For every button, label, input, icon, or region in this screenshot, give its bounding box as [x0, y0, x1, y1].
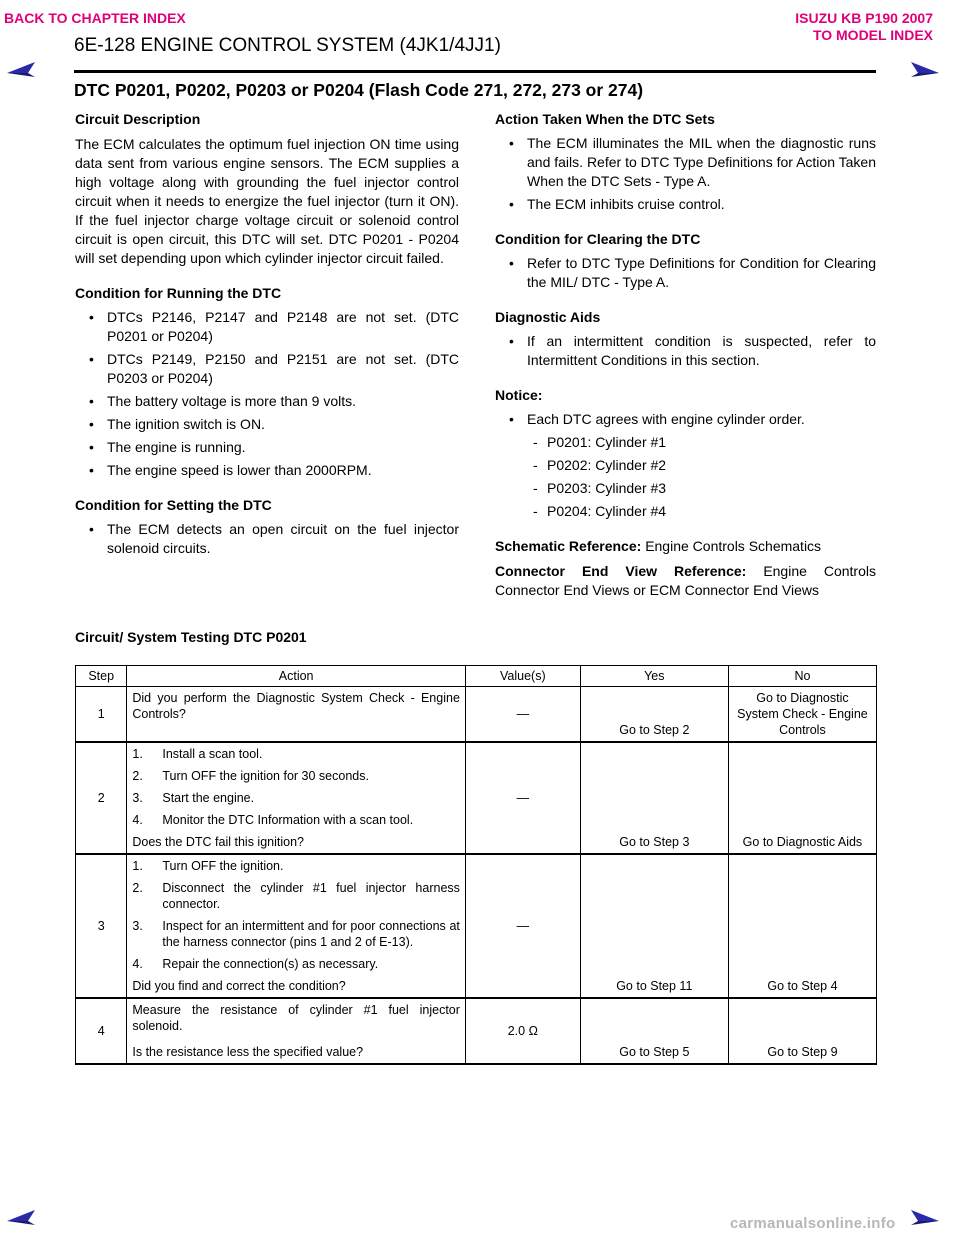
step-value: 2.0 Ω: [465, 998, 580, 1064]
step-yes: Go to Step 2: [580, 687, 728, 743]
list-item: - P0202: Cylinder #2: [495, 456, 876, 475]
running-heading: Condition for Running the DTC: [75, 285, 282, 301]
substep-list: [132, 858, 460, 972]
header-step: Step: [76, 666, 127, 687]
header-value: Value(s): [465, 666, 580, 687]
substep: 2. Disconnect the cylinder #1 fuel injector harness connector.: [132, 881, 460, 911]
list-item: • The battery voltage is more than 9 volts.: [75, 392, 459, 411]
step-no: Go to Diagnostic System Check - Engine Controls: [728, 687, 876, 743]
back-to-chapter-index-link[interactable]: BACK TO CHAPTER INDEX: [4, 10, 186, 26]
step-action-text: Measure the resistance of cylinder #1 fuel injector solenoid.: [132, 1003, 460, 1033]
schematic-reference: [495, 537, 876, 556]
table-row: [76, 742, 877, 854]
step-question: Is the resistance less the specified value?: [132, 1045, 364, 1059]
step-number: 3: [76, 854, 127, 998]
list-item: - P0201: Cylinder #1: [495, 433, 876, 452]
step-action: [127, 998, 466, 1064]
list-item: - P0204: Cylinder #4: [495, 502, 876, 521]
step-number: 1: [76, 687, 127, 743]
header-action: Action: [127, 666, 466, 687]
step-question: Does the DTC fail this ignition?: [132, 835, 304, 849]
table-row: [76, 998, 877, 1064]
header-no: No: [728, 666, 876, 687]
step-action: [127, 742, 466, 854]
dtc-title: DTC P0201, P0202, P0203 or P0204 (Flash Code 271, 272, 273 or 274): [74, 80, 644, 100]
step-value: —: [465, 854, 580, 998]
table-header-row: [76, 666, 877, 687]
step-action: [127, 854, 466, 998]
substep: 2. Turn OFF the ignition for 30 seconds.: [132, 769, 369, 783]
right-column: [495, 110, 876, 600]
step-no: Go to Step 4: [728, 854, 876, 998]
table-title: Circuit/ System Testing DTC P0201: [75, 629, 307, 645]
substep: 1. Turn OFF the ignition.: [132, 859, 284, 873]
substep: 4. Monitor the DTC Information with a scan tool.: [132, 813, 414, 827]
step-action: Did you perform the Diagnostic System Check - Engine Controls?: [127, 687, 466, 743]
connector-reference-label: Connector End View Reference:: [495, 563, 747, 579]
clearing-list: [495, 254, 876, 292]
diagnostic-aids-heading: Diagnostic Aids: [495, 309, 601, 325]
next-page-arrow-icon[interactable]: [910, 60, 940, 78]
list-item: • The ignition switch is ON.: [75, 415, 459, 434]
step-value: —: [465, 687, 580, 743]
header-rule: [74, 70, 876, 73]
list-item: • Refer to DTC Type Definitions for Condition for Clearing the MIL/ DTC - Type A.: [495, 254, 876, 292]
action-taken-list: [495, 134, 876, 214]
model-index-link[interactable]: [795, 10, 933, 44]
setting-heading: Condition for Setting the DTC: [75, 497, 272, 513]
connector-reference: [495, 562, 876, 600]
model-name: ISUZU KB P190 2007: [795, 10, 933, 26]
list-item: • Each DTC agrees with engine cylinder order.: [495, 410, 876, 429]
circuit-description-text: The ECM calculates the optimum fuel injection ON time using data sent from various engine sensors. The ECM supplies a high voltage along with grounding the fuel injector control circuit when it needs to energize the fuel injector (turn it ON). If the fuel injector charge voltage circuit or solenoid control circuit is open circuit, this DTC will set. DTC P0201 - P0204 will set depending upon which cylinder injector circuit failed.: [75, 136, 459, 266]
substep: 4. Repair the connection(s) as necessary.: [132, 957, 379, 971]
list-item: • The ECM illuminates the MIL when the diagnostic runs and fails. Refer to DTC Type Definitions for Action Taken When the DTC Sets - Type A.: [495, 134, 876, 191]
header-yes: Yes: [580, 666, 728, 687]
list-item: - P0203: Cylinder #3: [495, 479, 876, 498]
list-item: • The ECM inhibits cruise control.: [495, 195, 876, 214]
setting-list: [75, 520, 459, 558]
cylinder-list: [495, 433, 876, 521]
notice-list: [495, 410, 876, 429]
clearing-heading: Condition for Clearing the DTC: [495, 231, 701, 247]
list-item: • DTCs P2146, P2147 and P2148 are not set. (DTC P0201 or P0204): [75, 308, 459, 346]
step-no: Go to Step 9: [728, 998, 876, 1064]
list-item: • If an intermittent condition is suspected, refer to Intermittent Conditions in this section.: [495, 332, 876, 370]
previous-page-arrow-bottom-icon[interactable]: [6, 1208, 36, 1226]
action-taken-heading: Action Taken When the DTC Sets: [495, 111, 715, 127]
substep-list: [132, 746, 460, 828]
running-list: [75, 308, 459, 480]
step-yes: Go to Step 5: [580, 998, 728, 1064]
substep: 3. Inspect for an intermittent and for poor connections at the harness connector (pins 1 and 2 of E-13).: [132, 919, 460, 949]
schematic-reference-label: Schematic Reference:: [495, 538, 642, 554]
connector-reference-value: Engine Controls Connector End Views or ECM Connector End Views: [495, 563, 876, 598]
watermark: carmanualsonline.info: [730, 1215, 896, 1232]
notice-heading: Notice:: [495, 387, 543, 403]
step-yes: Go to Step 11: [580, 854, 728, 998]
page-header: 6E-128 ENGINE CONTROL SYSTEM (4JK1/4JJ1): [74, 35, 501, 56]
list-item: • The engine is running.: [75, 438, 459, 457]
substep: 3. Start the engine.: [132, 791, 255, 805]
previous-page-arrow-icon[interactable]: [6, 60, 36, 78]
diagnostic-steps-table: [75, 665, 877, 1065]
step-no: Go to Diagnostic Aids: [728, 742, 876, 854]
diagnostic-aids-list: [495, 332, 876, 370]
next-page-arrow-bottom-icon[interactable]: [910, 1208, 940, 1226]
table-row: [76, 687, 877, 743]
step-value: —: [465, 742, 580, 854]
substep: 1. Install a scan tool.: [132, 747, 263, 761]
circuit-description-heading: Circuit Description: [75, 111, 201, 127]
step-number: 2: [76, 742, 127, 854]
list-item: • The ECM detects an open circuit on the fuel injector solenoid circuits.: [75, 520, 459, 558]
step-number: 4: [76, 998, 127, 1064]
step-yes: Go to Step 3: [580, 742, 728, 854]
step-question: Did you find and correct the condition?: [132, 979, 346, 993]
left-column: [75, 110, 459, 562]
to-model-index-label[interactable]: TO MODEL INDEX: [812, 27, 933, 43]
table-row: [76, 854, 877, 998]
list-item: • The engine speed is lower than 2000RPM.: [75, 461, 459, 480]
list-item: • DTCs P2149, P2150 and P2151 are not set. (DTC P0203 or P0204): [75, 350, 459, 388]
schematic-reference-value: Engine Controls Schematics: [645, 538, 822, 554]
